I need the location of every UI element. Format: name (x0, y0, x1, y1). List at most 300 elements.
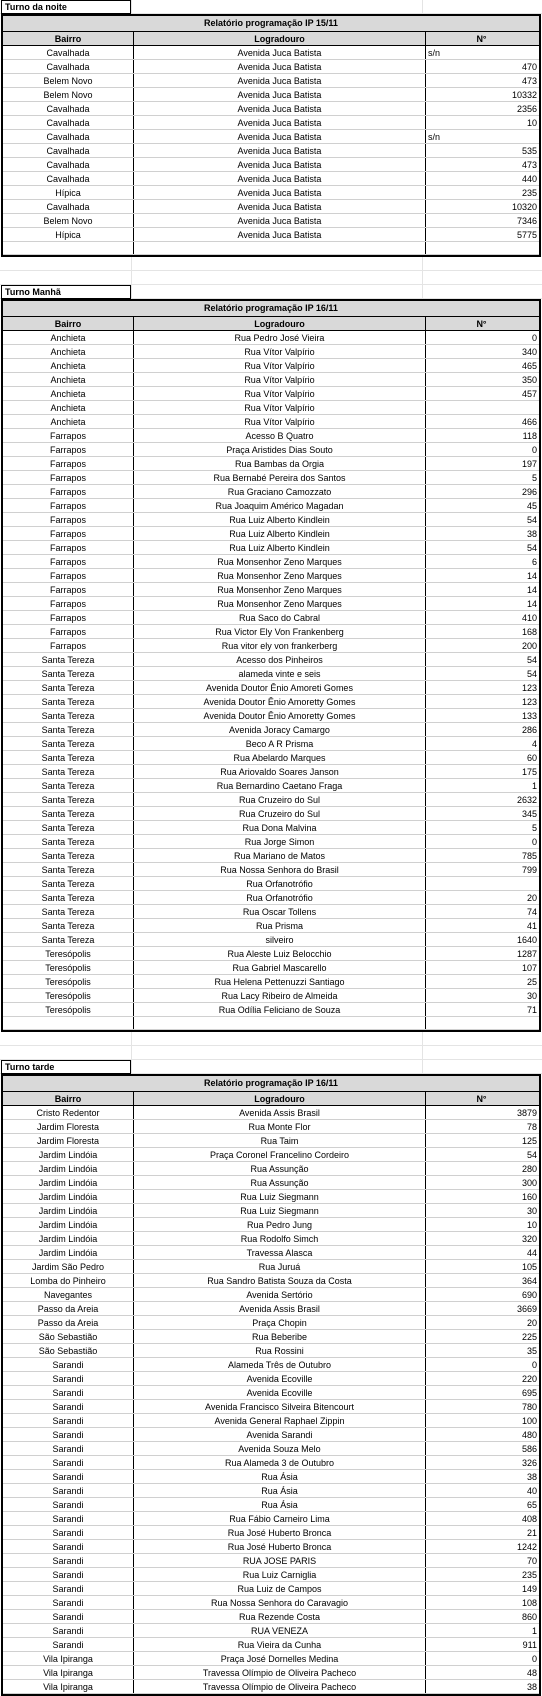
cell-logradouro[interactable]: Rua Rossini (134, 1344, 426, 1357)
cell-bairro[interactable]: Farrapos (3, 429, 134, 442)
cell-bairro[interactable]: Jardim Lindóia (3, 1148, 134, 1161)
cell-numero[interactable]: 350 (521, 375, 537, 385)
cell-bairro[interactable]: Santa Tereza (3, 835, 134, 848)
cell-logradouro[interactable]: Avenida Juca Batista (134, 74, 426, 87)
cell-bairro[interactable]: Jardim Lindóia (3, 1232, 134, 1245)
cell-numero[interactable]: 457 (521, 389, 537, 399)
cell-numero[interactable]: 149 (521, 1584, 537, 1594)
cell-logradouro[interactable]: Acesso B Quatro (134, 429, 426, 442)
header-logradouro[interactable]: Logradouro (134, 32, 426, 45)
cell-bairro[interactable]: Sarandi (3, 1568, 134, 1581)
cell-bairro[interactable]: Sarandi (3, 1414, 134, 1427)
shift-label[interactable]: Turno da noite (1, 0, 131, 14)
cell-numero[interactable]: 14 (526, 585, 537, 595)
cell-logradouro[interactable]: Rua Pedro José Vieira (134, 331, 426, 344)
cell-numero[interactable]: 133 (521, 711, 537, 721)
cell-bairro[interactable]: Farrapos (3, 611, 134, 624)
cell-bairro[interactable]: Santa Tereza (3, 793, 134, 806)
cell-logradouro[interactable]: Praça Coronel Francelino Cordeiro (134, 1148, 426, 1161)
cell-logradouro[interactable]: Rua Monsenhor Zeno Marques (134, 583, 426, 596)
cell-bairro[interactable]: Cavalhada (3, 158, 134, 171)
cell-bairro[interactable]: Sarandi (3, 1512, 134, 1525)
cell-bairro[interactable]: Jardim Lindóia (3, 1190, 134, 1203)
cell-logradouro[interactable]: Rua Rodolfo Simch (134, 1232, 426, 1245)
cell-bairro[interactable]: Cavalhada (3, 60, 134, 73)
cell-logradouro[interactable]: Rua Jorge Simon (134, 835, 426, 848)
cell-numero[interactable]: 35 (526, 1346, 537, 1356)
cell-numero[interactable]: 197 (521, 459, 537, 469)
cell-bairro[interactable]: Jardim Lindóia (3, 1204, 134, 1217)
cell-numero[interactable]: 0 (531, 333, 537, 343)
cell-numero[interactable]: 20 (526, 1318, 537, 1328)
cell-numero[interactable]: 235 (521, 1570, 537, 1580)
cell-numero[interactable]: 785 (521, 851, 537, 861)
cell-bairro[interactable]: Farrapos (3, 583, 134, 596)
cell-numero[interactable]: 1 (531, 781, 537, 791)
cell-bairro[interactable]: Santa Tereza (3, 779, 134, 792)
cell-logradouro[interactable]: Avenida Doutor Ênio Amoretty Gomes (134, 709, 426, 722)
cell-numero[interactable]: 41 (526, 921, 537, 931)
cell-logradouro[interactable]: Avenida Ecoville (134, 1372, 426, 1385)
cell-logradouro[interactable]: Rua Luiz Alberto Kindlein (134, 541, 426, 554)
cell-numero[interactable]: 473 (521, 160, 537, 170)
cell-logradouro[interactable]: Rua Lacy Ribeiro de Almeida (134, 989, 426, 1002)
cell-logradouro[interactable]: Rua Beberibe (134, 1330, 426, 1343)
empty-cell[interactable] (3, 242, 134, 254)
cell-logradouro[interactable]: Avenida Juca Batista (134, 130, 426, 143)
cell-numero[interactable]: 0 (531, 445, 537, 455)
cell-numero[interactable]: s/n (428, 132, 441, 142)
cell-logradouro[interactable]: Beco A R Prisma (134, 737, 426, 750)
cell-logradouro[interactable]: Rua Assunção (134, 1176, 426, 1189)
cell-bairro[interactable]: Farrapos (3, 499, 134, 512)
cell-logradouro[interactable]: Rua Rezende Costa (134, 1610, 426, 1623)
cell-bairro[interactable]: Vila Ipiranga (3, 1666, 134, 1679)
cell-bairro[interactable]: Farrapos (3, 457, 134, 470)
header-numero[interactable]: N° (476, 34, 487, 44)
cell-numero[interactable]: 5 (531, 473, 537, 483)
cell-numero[interactable]: 340 (521, 347, 537, 357)
cell-logradouro[interactable]: Rua Dona Malvina (134, 821, 426, 834)
cell-bairro[interactable]: Farrapos (3, 555, 134, 568)
cell-logradouro[interactable]: Avenida Juca Batista (134, 186, 426, 199)
cell-bairro[interactable]: Vila Ipiranga (3, 1652, 134, 1665)
empty-cell[interactable] (134, 242, 426, 254)
cell-numero[interactable]: 1640 (516, 935, 537, 945)
cell-bairro[interactable]: Farrapos (3, 513, 134, 526)
cell-logradouro[interactable]: Avenida Joracy Camargo (134, 723, 426, 736)
cell-numero[interactable]: 10332 (511, 90, 537, 100)
cell-numero[interactable]: 160 (521, 1192, 537, 1202)
cell-bairro[interactable]: Farrapos (3, 625, 134, 638)
cell-logradouro[interactable]: RUA VENEZA (134, 1624, 426, 1637)
cell-logradouro[interactable]: Avenida Juca Batista (134, 214, 426, 227)
cell-numero[interactable]: 296 (521, 487, 537, 497)
header-numero[interactable]: N° (476, 319, 487, 329)
cell-numero[interactable]: 200 (521, 641, 537, 651)
cell-numero[interactable]: 7346 (516, 216, 537, 226)
cell-logradouro[interactable]: Rua Monsenhor Zeno Marques (134, 597, 426, 610)
cell-numero[interactable]: 300 (521, 1178, 537, 1188)
cell-bairro[interactable]: Sarandi (3, 1400, 134, 1413)
cell-bairro[interactable]: Jardim Floresta (3, 1120, 134, 1133)
cell-numero[interactable]: 38 (526, 1472, 537, 1482)
cell-numero[interactable] (426, 877, 539, 890)
cell-numero[interactable]: 10 (526, 1220, 537, 1230)
shift-label[interactable]: Turno tarde (1, 1060, 131, 1074)
header-bairro[interactable]: Bairro (3, 317, 134, 330)
cell-bairro[interactable]: Santa Tereza (3, 919, 134, 932)
cell-logradouro[interactable]: RUA JOSE PARIS (134, 1554, 426, 1567)
cell-logradouro[interactable]: Rua Vítor Valpírio (134, 359, 426, 372)
cell-numero[interactable]: 466 (521, 417, 537, 427)
cell-logradouro[interactable]: Rua Ariovaldo Soares Janson (134, 765, 426, 778)
cell-numero[interactable]: 2632 (516, 795, 537, 805)
cell-bairro[interactable]: Hípica (3, 228, 134, 241)
cell-numero[interactable]: 799 (521, 865, 537, 875)
cell-numero[interactable]: 108 (521, 1598, 537, 1608)
cell-numero[interactable]: 10320 (511, 202, 537, 212)
cell-logradouro[interactable]: Alameda Três de Outubro (134, 1358, 426, 1371)
cell-numero[interactable]: 105 (521, 1262, 537, 1272)
cell-numero[interactable]: 0 (531, 1360, 537, 1370)
cell-numero[interactable]: 4 (531, 739, 537, 749)
cell-logradouro[interactable]: Rua Nossa Senhora do Brasil (134, 863, 426, 876)
cell-logradouro[interactable]: Rua Luiz Siegmann (134, 1204, 426, 1217)
cell-bairro[interactable]: Santa Tereza (3, 821, 134, 834)
cell-logradouro[interactable]: Rua Victor Ely Von Frankenberg (134, 625, 426, 638)
cell-numero[interactable]: 410 (521, 613, 537, 623)
cell-logradouro[interactable]: Rua José Huberto Bronca (134, 1540, 426, 1553)
cell-numero[interactable]: 473 (521, 76, 537, 86)
cell-numero[interactable]: 70 (526, 1556, 537, 1566)
cell-numero[interactable]: 440 (521, 174, 537, 184)
cell-numero[interactable]: 78 (526, 1122, 537, 1132)
cell-numero[interactable]: 48 (526, 1668, 537, 1678)
cell-logradouro[interactable]: Avenida Souza Melo (134, 1442, 426, 1455)
cell-logradouro[interactable]: Rua Vítor Valpírio (134, 415, 426, 428)
cell-logradouro[interactable]: Rua Cruzeiro do Sul (134, 807, 426, 820)
cell-bairro[interactable]: Sarandi (3, 1372, 134, 1385)
cell-logradouro[interactable]: silveiro (134, 933, 426, 946)
cell-logradouro[interactable]: Rua Luiz Siegmann (134, 1190, 426, 1203)
cell-numero[interactable]: 0 (531, 837, 537, 847)
cell-bairro[interactable]: Santa Tereza (3, 653, 134, 666)
cell-logradouro[interactable]: Rua Sandro Batista Souza da Costa (134, 1274, 426, 1287)
cell-numero[interactable]: 911 (522, 1640, 537, 1650)
cell-logradouro[interactable]: Rua Odília Feliciano de Souza (134, 1003, 426, 1016)
cell-numero[interactable]: 54 (526, 1150, 537, 1160)
cell-bairro[interactable]: Anchieta (3, 345, 134, 358)
cell-bairro[interactable]: São Sebastião (3, 1344, 134, 1357)
cell-logradouro[interactable]: Avenida Juca Batista (134, 60, 426, 73)
header-bairro[interactable]: Bairro (3, 32, 134, 45)
cell-logradouro[interactable]: Rua Ásia (134, 1470, 426, 1483)
cell-bairro[interactable]: Sarandi (3, 1456, 134, 1469)
cell-bairro[interactable]: Cristo Redentor (3, 1106, 134, 1119)
cell-logradouro[interactable]: Rua vitor ely von frankerberg (134, 639, 426, 652)
shift-label[interactable]: Turno Manhã (1, 285, 131, 299)
cell-numero[interactable]: 107 (521, 963, 537, 973)
cell-bairro[interactable]: Sarandi (3, 1470, 134, 1483)
cell-bairro[interactable]: Sarandi (3, 1526, 134, 1539)
cell-bairro[interactable]: Santa Tereza (3, 751, 134, 764)
cell-numero[interactable]: 1287 (516, 949, 537, 959)
cell-bairro[interactable]: Anchieta (3, 359, 134, 372)
cell-logradouro[interactable]: Rua Bernardino Caetano Fraga (134, 779, 426, 792)
cell-logradouro[interactable]: Rua José Huberto Bronca (134, 1526, 426, 1539)
cell-bairro[interactable]: Santa Tereza (3, 667, 134, 680)
cell-logradouro[interactable]: Avenida Ecoville (134, 1386, 426, 1399)
cell-bairro[interactable]: Sarandi (3, 1386, 134, 1399)
cell-bairro[interactable]: Farrapos (3, 471, 134, 484)
cell-numero[interactable] (426, 401, 539, 414)
cell-logradouro[interactable]: Rua Ásia (134, 1484, 426, 1497)
cell-logradouro[interactable]: Avenida Juca Batista (134, 172, 426, 185)
cell-logradouro[interactable]: Avenida Juca Batista (134, 158, 426, 171)
cell-logradouro[interactable]: Rua Aleste Luiz Belocchio (134, 947, 426, 960)
cell-bairro[interactable]: Sarandi (3, 1610, 134, 1623)
cell-bairro[interactable]: Santa Tereza (3, 695, 134, 708)
cell-bairro[interactable]: Farrapos (3, 639, 134, 652)
cell-bairro[interactable]: Cavalhada (3, 46, 134, 59)
cell-logradouro[interactable]: Avenida Assis Brasil (134, 1106, 426, 1119)
cell-numero[interactable]: 54 (526, 669, 537, 679)
cell-bairro[interactable]: Sarandi (3, 1638, 134, 1651)
cell-numero[interactable]: 54 (526, 655, 537, 665)
cell-numero[interactable]: 25 (526, 977, 537, 987)
cell-logradouro[interactable]: Rua Assunção (134, 1162, 426, 1175)
cell-bairro[interactable]: Jardim Floresta (3, 1134, 134, 1147)
cell-bairro[interactable]: Teresópolis (3, 1003, 134, 1016)
cell-numero[interactable]: 345 (521, 809, 537, 819)
cell-numero[interactable]: 1 (531, 1626, 537, 1636)
cell-numero[interactable]: 326 (521, 1458, 537, 1468)
cell-logradouro[interactable]: Avenida Juca Batista (134, 144, 426, 157)
header-numero[interactable]: N° (476, 1094, 487, 1104)
cell-logradouro[interactable]: Avenida Juca Batista (134, 116, 426, 129)
header-bairro[interactable]: Bairro (3, 1092, 134, 1105)
cell-numero[interactable]: 38 (526, 529, 537, 539)
cell-bairro[interactable]: Santa Tereza (3, 709, 134, 722)
cell-numero[interactable]: 470 (521, 62, 537, 72)
cell-bairro[interactable]: Sarandi (3, 1428, 134, 1441)
cell-logradouro[interactable]: Rua Vítor Valpírio (134, 401, 426, 414)
cell-numero[interactable]: 118 (522, 431, 537, 441)
cell-numero[interactable]: 860 (521, 1612, 537, 1622)
cell-bairro[interactable]: Passo da Areia (3, 1302, 134, 1315)
cell-numero[interactable]: 535 (521, 146, 537, 156)
cell-bairro[interactable]: Santa Tereza (3, 849, 134, 862)
cell-numero[interactable]: 3669 (516, 1304, 537, 1314)
cell-bairro[interactable]: Farrapos (3, 485, 134, 498)
cell-logradouro[interactable]: Avenida Juca Batista (134, 228, 426, 241)
cell-logradouro[interactable]: Rua Vítor Valpírio (134, 387, 426, 400)
cell-logradouro[interactable]: Rua Saco do Cabral (134, 611, 426, 624)
cell-logradouro[interactable]: Praça Chopin (134, 1316, 426, 1329)
cell-bairro[interactable]: Santa Tereza (3, 905, 134, 918)
cell-logradouro[interactable]: Rua Vítor Valpírio (134, 345, 426, 358)
cell-bairro[interactable]: Jardim Lindóia (3, 1218, 134, 1231)
cell-bairro[interactable]: Farrapos (3, 569, 134, 582)
cell-bairro[interactable]: Cavalhada (3, 144, 134, 157)
cell-bairro[interactable]: Santa Tereza (3, 723, 134, 736)
cell-bairro[interactable]: Sarandi (3, 1498, 134, 1511)
cell-bairro[interactable]: Cavalhada (3, 130, 134, 143)
cell-bairro[interactable]: Hípica (3, 186, 134, 199)
cell-bairro[interactable]: Belem Novo (3, 74, 134, 87)
cell-bairro[interactable]: Anchieta (3, 415, 134, 428)
empty-cell[interactable] (134, 1017, 426, 1029)
cell-logradouro[interactable]: Rua Taim (134, 1134, 426, 1147)
cell-logradouro[interactable]: Rua Luiz Alberto Kindlein (134, 513, 426, 526)
cell-logradouro[interactable]: Rua Oscar Tollens (134, 905, 426, 918)
cell-bairro[interactable]: Cavalhada (3, 102, 134, 115)
cell-bairro[interactable]: Sarandi (3, 1442, 134, 1455)
cell-numero[interactable]: 38 (526, 1682, 537, 1692)
cell-numero[interactable]: 780 (521, 1402, 537, 1412)
cell-logradouro[interactable]: Rua Bambas da Orgia (134, 457, 426, 470)
cell-numero[interactable]: 175 (521, 767, 537, 777)
cell-bairro[interactable]: Teresópolis (3, 947, 134, 960)
cell-numero[interactable]: 5775 (516, 230, 537, 240)
report-title[interactable]: Relatório programação IP 16/11 (3, 1076, 539, 1092)
cell-bairro[interactable]: Sarandi (3, 1596, 134, 1609)
cell-numero[interactable]: 364 (521, 1276, 537, 1286)
cell-numero[interactable]: 280 (521, 1164, 537, 1174)
cell-bairro[interactable]: Sarandi (3, 1582, 134, 1595)
cell-logradouro[interactable]: Rua Monsenhor Zeno Marques (134, 555, 426, 568)
cell-numero[interactable]: 20 (526, 893, 537, 903)
cell-logradouro[interactable]: Rua Mariano de Matos (134, 849, 426, 862)
cell-bairro[interactable]: Santa Tereza (3, 807, 134, 820)
cell-bairro[interactable]: Jardim São Pedro (3, 1260, 134, 1273)
cell-logradouro[interactable]: Avenida Juca Batista (134, 46, 426, 59)
cell-bairro[interactable]: Jardim Lindóia (3, 1176, 134, 1189)
cell-logradouro[interactable]: Rua Graciano Camozzato (134, 485, 426, 498)
cell-bairro[interactable]: Anchieta (3, 387, 134, 400)
cell-logradouro[interactable]: Rua Vieira da Cunha (134, 1638, 426, 1651)
cell-bairro[interactable]: São Sebastião (3, 1330, 134, 1343)
cell-logradouro[interactable]: Travessa Alasca (134, 1246, 426, 1259)
cell-numero[interactable]: s/n (428, 48, 441, 58)
cell-numero[interactable]: 690 (521, 1290, 537, 1300)
cell-logradouro[interactable]: Rua Orfanotrófio (134, 891, 426, 904)
cell-numero[interactable]: 40 (526, 1486, 537, 1496)
cell-logradouro[interactable]: Rua Abelardo Marques (134, 751, 426, 764)
cell-bairro[interactable]: Belem Novo (3, 214, 134, 227)
cell-numero[interactable]: 235 (521, 188, 537, 198)
cell-logradouro[interactable]: Rua Pedro Jung (134, 1218, 426, 1231)
cell-numero[interactable]: 5 (531, 823, 537, 833)
cell-logradouro[interactable]: Rua Ásia (134, 1498, 426, 1511)
cell-bairro[interactable]: Sarandi (3, 1540, 134, 1553)
cell-bairro[interactable]: Sarandi (3, 1484, 134, 1497)
empty-cell[interactable] (3, 1017, 134, 1029)
cell-logradouro[interactable]: Rua Cruzeiro do Sul (134, 793, 426, 806)
cell-numero[interactable]: 74 (526, 907, 537, 917)
cell-logradouro[interactable]: Avenida General Raphael Zippin (134, 1414, 426, 1427)
cell-bairro[interactable]: Anchieta (3, 373, 134, 386)
cell-logradouro[interactable]: Rua Luiz Alberto Kindlein (134, 527, 426, 540)
cell-bairro[interactable]: Santa Tereza (3, 737, 134, 750)
cell-numero[interactable]: 695 (521, 1388, 537, 1398)
cell-bairro[interactable]: Navegantes (3, 1288, 134, 1301)
cell-bairro[interactable]: Santa Tereza (3, 863, 134, 876)
cell-bairro[interactable]: Farrapos (3, 541, 134, 554)
cell-bairro[interactable]: Teresópolis (3, 961, 134, 974)
cell-bairro[interactable]: Cavalhada (3, 200, 134, 213)
cell-logradouro[interactable]: Rua Gabriel Mascarello (134, 961, 426, 974)
cell-bairro[interactable]: Santa Tereza (3, 681, 134, 694)
cell-logradouro[interactable]: alameda vinte e seis (134, 667, 426, 680)
cell-numero[interactable]: 408 (521, 1514, 537, 1524)
cell-numero[interactable]: 10 (526, 118, 537, 128)
cell-bairro[interactable]: Sarandi (3, 1358, 134, 1371)
cell-bairro[interactable]: Jardim Lindóia (3, 1162, 134, 1175)
cell-numero[interactable]: 320 (521, 1234, 537, 1244)
cell-bairro[interactable]: Sarandi (3, 1624, 134, 1637)
cell-numero[interactable]: 30 (526, 1206, 537, 1216)
cell-numero[interactable]: 0 (531, 1654, 537, 1664)
cell-logradouro[interactable]: Travessa Olímpio de Oliveira Pacheco (134, 1680, 426, 1693)
cell-numero[interactable]: 65 (526, 1500, 537, 1510)
cell-numero[interactable]: 45 (526, 501, 537, 511)
report-title[interactable]: Relatório programação IP 16/11 (3, 301, 539, 317)
cell-numero[interactable]: 30 (526, 991, 537, 1001)
cell-logradouro[interactable]: Avenida Assis Brasil (134, 1302, 426, 1315)
cell-numero[interactable]: 60 (526, 753, 537, 763)
cell-logradouro[interactable]: Rua Fábio Carneiro Lima (134, 1512, 426, 1525)
cell-logradouro[interactable]: Rua Monte Flor (134, 1120, 426, 1133)
cell-numero[interactable]: 480 (521, 1430, 537, 1440)
cell-logradouro[interactable]: Rua Bernabé Pereira dos Santos (134, 471, 426, 484)
cell-numero[interactable]: 54 (526, 515, 537, 525)
cell-logradouro[interactable]: Avenida Francisco Silveira Bitencourt (134, 1400, 426, 1413)
cell-bairro[interactable]: Anchieta (3, 331, 134, 344)
cell-bairro[interactable]: Cavalhada (3, 116, 134, 129)
cell-bairro[interactable]: Jardim Lindóia (3, 1246, 134, 1259)
cell-bairro[interactable]: Farrapos (3, 597, 134, 610)
empty-cell[interactable] (426, 1017, 539, 1029)
cell-bairro[interactable]: Santa Tereza (3, 891, 134, 904)
cell-logradouro[interactable]: Avenida Sarandi (134, 1428, 426, 1441)
cell-numero[interactable]: 123 (521, 697, 537, 707)
cell-logradouro[interactable]: Acesso dos Pinheiros (134, 653, 426, 666)
cell-logradouro[interactable]: Rua Luiz de Campos (134, 1582, 426, 1595)
cell-numero[interactable]: 71 (526, 1005, 537, 1015)
cell-numero[interactable]: 44 (526, 1248, 537, 1258)
cell-bairro[interactable]: Sarandi (3, 1554, 134, 1567)
cell-numero[interactable]: 2356 (516, 104, 537, 114)
cell-numero[interactable]: 14 (526, 571, 537, 581)
cell-bairro[interactable]: Santa Tereza (3, 877, 134, 890)
cell-bairro[interactable]: Anchieta (3, 401, 134, 414)
cell-numero[interactable]: 100 (521, 1416, 537, 1426)
cell-logradouro[interactable]: Rua Juruá (134, 1260, 426, 1273)
cell-logradouro[interactable]: Rua Joaquim Américo Magadan (134, 499, 426, 512)
cell-logradouro[interactable]: Rua Prisma (134, 919, 426, 932)
cell-numero[interactable]: 225 (521, 1332, 537, 1342)
cell-logradouro[interactable]: Rua Nossa Senhora do Caravagio (134, 1596, 426, 1609)
cell-bairro[interactable]: Cavalhada (3, 172, 134, 185)
cell-numero[interactable]: 586 (521, 1444, 537, 1454)
cell-logradouro[interactable]: Avenida Juca Batista (134, 102, 426, 115)
cell-numero[interactable]: 14 (526, 599, 537, 609)
cell-bairro[interactable]: Lomba do Pinheiro (3, 1274, 134, 1287)
cell-logradouro[interactable]: Avenida Doutor Ênio Amoreti Gomes (134, 681, 426, 694)
cell-numero[interactable]: 286 (521, 725, 537, 735)
